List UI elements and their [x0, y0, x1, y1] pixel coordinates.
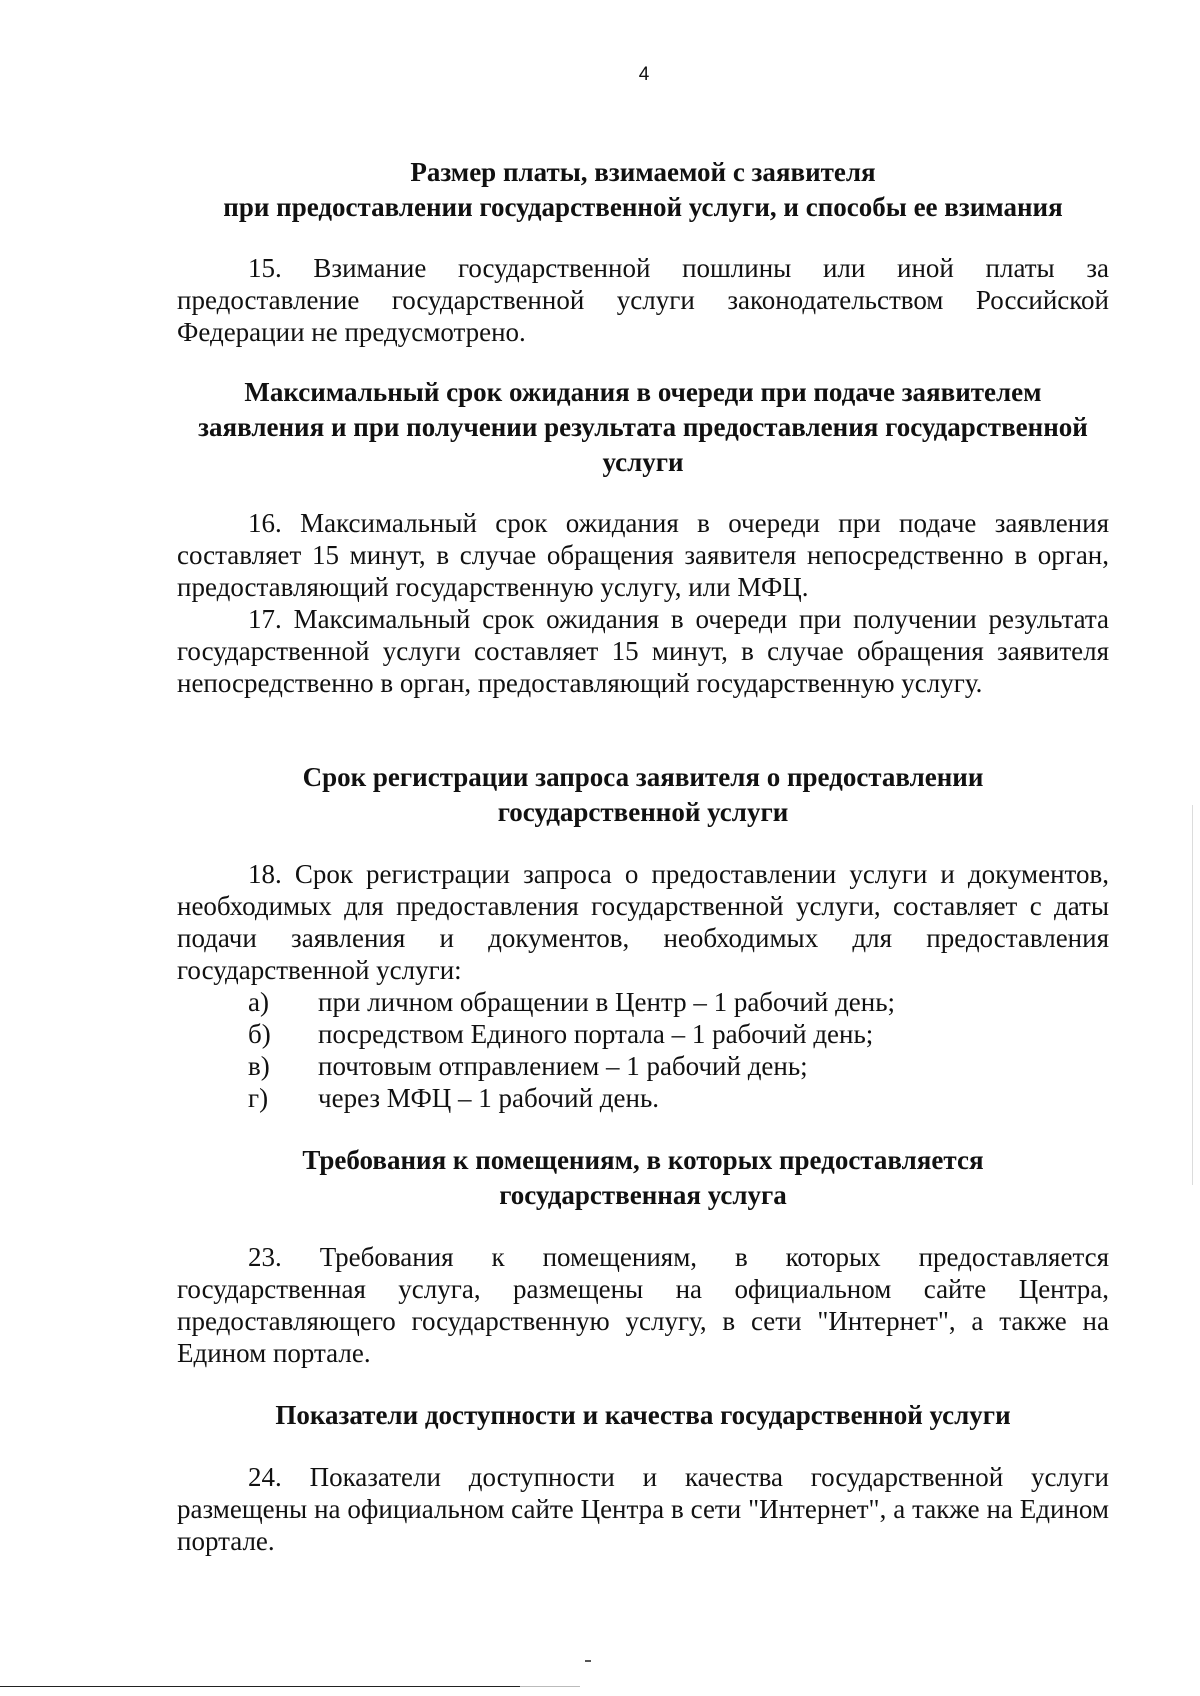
- heading-line: при предоставлении государственной услуги, и способы ее взимания: [223, 192, 1063, 222]
- heading-line: Максимальный срок ожидания в очереди при подаче заявителем: [244, 377, 1042, 407]
- list-marker: а): [248, 987, 269, 1017]
- paragraph-text: 17. Максимальный срок ожидания в очереди при получении результата государственной услуги составляет 15 минут, в случае обращения заявителя непосредственно в орган, предоставляющий государственную услугу.: [177, 604, 1109, 698]
- list-item: [177, 986, 1109, 1018]
- heading-line: услуги: [602, 447, 684, 477]
- registration-terms-list: [177, 986, 1109, 1114]
- paragraph-text: 23. Требования к помещениям, в которых предоставляется государственная услуга, размещены на официальном сайте Центра, предоставляющего государственную услугу, в сети "Интернет", а также на Едином портале.: [177, 1242, 1109, 1368]
- paragraph-18: [177, 858, 1109, 986]
- paragraph-text: 15. Взимание государственной пошлины или иной платы за предоставление государственной услуги законодательством Российской Федерации не предусмотрено.: [177, 253, 1109, 347]
- scan-margin-mark: [1192, 805, 1193, 1185]
- list-item-text: при личном обращении в Центр – 1 рабочий день;: [318, 987, 896, 1017]
- scan-dash: [585, 1660, 591, 1662]
- paragraph-15: [177, 252, 1109, 348]
- list-item: [177, 1082, 1109, 1114]
- list-marker: г): [248, 1083, 269, 1113]
- list-item-text: почтовым отправлением – 1 рабочий день;: [318, 1051, 808, 1081]
- heading-line: заявления и при получении результата предоставления государственной: [198, 412, 1088, 442]
- list-item: [177, 1050, 1109, 1082]
- section-queue-time: [177, 375, 1109, 480]
- section-heading: [177, 375, 1109, 480]
- heading-line: Требования к помещениям, в которых предоставляется: [302, 1145, 984, 1175]
- paragraph-23: [177, 1241, 1109, 1369]
- heading-line: Показатели доступности и качества государственной услуги: [275, 1400, 1011, 1430]
- section-registration-time: [177, 760, 1109, 830]
- heading-line: Размер платы, взимаемой с заявителя: [410, 157, 876, 187]
- list-marker: в): [248, 1051, 270, 1081]
- list-marker: б): [248, 1019, 271, 1049]
- paragraph-text: 18. Срок регистрации запроса о предоставлении услуги и документов, необходимых для предоставления государственной услуги, составляет с даты подачи заявления и документов, необходимых для предоставления государственной услуги:: [177, 859, 1109, 985]
- footer-line: [0, 1686, 520, 1687]
- section-heading: [177, 155, 1109, 225]
- section-accessibility: [177, 1398, 1109, 1433]
- list-item-text: через МФЦ – 1 рабочий день.: [318, 1083, 660, 1113]
- paragraph-16: [177, 507, 1109, 603]
- paragraph-24: [177, 1461, 1109, 1557]
- paragraph-17: [177, 603, 1109, 699]
- list-item-text: посредством Единого портала – 1 рабочий день;: [318, 1019, 874, 1049]
- section-heading: [177, 760, 1109, 830]
- list-item: [177, 1018, 1109, 1050]
- heading-line: государственная услуга: [499, 1180, 787, 1210]
- heading-line: государственной услуги: [497, 797, 789, 827]
- section-fee: [177, 155, 1109, 225]
- section-heading: [177, 1143, 1109, 1213]
- section-heading: [177, 1398, 1109, 1433]
- section-premises: [177, 1143, 1109, 1213]
- heading-line: Срок регистрации запроса заявителя о предоставлении: [302, 762, 984, 792]
- paragraph-text: 24. Показатели доступности и качества государственной услуги размещены на официальном сайте Центра в сети "Интернет", а также на Едином портале.: [177, 1462, 1109, 1556]
- paragraph-text: 16. Максимальный срок ожидания в очереди при подаче заявления составляет 15 минут, в случае обращения заявителя непосредственно в орган, предоставляющий государственную услугу, или МФЦ.: [177, 508, 1109, 602]
- page-number: 4: [638, 64, 650, 85]
- footer-line-faint: [520, 1686, 580, 1687]
